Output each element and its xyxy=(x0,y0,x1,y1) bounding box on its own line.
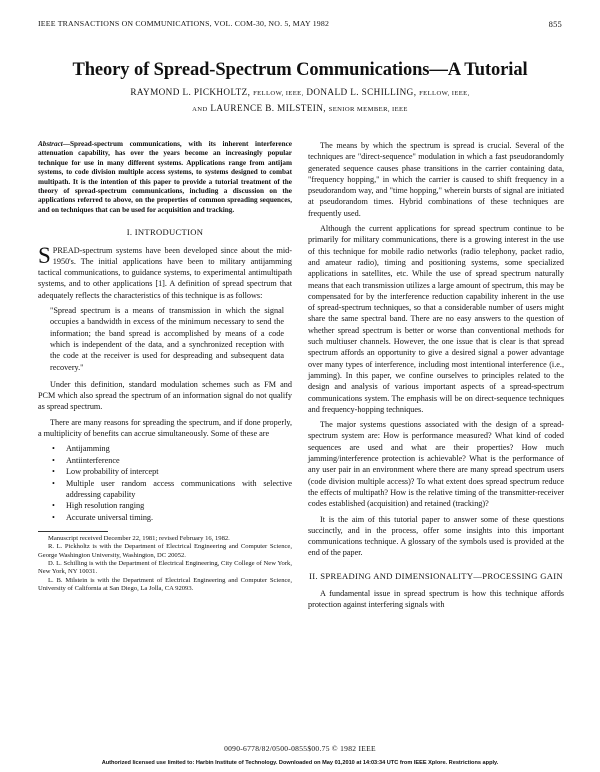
list-item: • Accurate universal timing. xyxy=(56,512,292,523)
body-paragraph: The major systems questions associated with the design of a spread-spectrum system are: How is performance measured? What kind of coded sequences are used and what are their properties? How much jamming/interference protection is achievable? What is the performance of any user pair in an environment where there are many spread spectrum users (code division multiple access)? To what extent does spread spectrum reduce the effects of multipath? How is the relative timing of the transmitter-receiver codes established (acquisition) and retained (tracking)? xyxy=(308,420,564,509)
benefits-list xyxy=(38,443,292,523)
author-name: DONALD L. SCHILLING, xyxy=(306,87,417,97)
list-item: • High resolution ranging xyxy=(56,500,292,511)
list-item: • Low probability of intercept xyxy=(56,466,292,477)
footnote: Manuscript received December 22, 1981; revised February 16, 1982. xyxy=(48,535,230,543)
list-item: • Multiple user random access communications with selective addressing capability xyxy=(56,478,292,501)
section-heading-introduction: I. INTRODUCTION xyxy=(126,227,204,238)
author-line-2 xyxy=(40,101,560,117)
author-block xyxy=(40,85,560,117)
intro-paragraph-1-text: PREAD-spectrum systems have been developed since about the mid-1950's. The initial applications have been to military antijamming tactical communications, to guidance systems, to experimental antimultipath systems, and to other applications [1]. A definition of spread spectrum that adequately reflects the characteristics of this technique is as follows: xyxy=(38,245,292,300)
running-header xyxy=(38,19,562,28)
body-paragraph: The means by which the spectrum is spread is crucial. Several of the techniques are "direct-sequence" modulation in which a fast pseudorandomly generated sequence causes phase transitions in the carrier containing data, "frequency hopping," in which the carrier is caused to shift frequency in a pseudorandom way, and "time hopping," wherein bursts of signal are initiated at pseudorandom times. Hybrid combinations of these techniques are frequently used. xyxy=(308,141,564,218)
intro-paragraph-3: There are many reasons for spreading the spectrum, and if done properly, a multiplicity of benefits can accrue simultaneously. Some of these are xyxy=(38,417,292,438)
journal-line: IEEE TRANSACTIONS ON COMMUNICATIONS, VOL. COM-30, NO. 5, MAY 1982 xyxy=(38,19,330,28)
copyright-line: 0090-6778/82/0500-0855$00.75 © 1982 IEEE xyxy=(224,744,376,753)
list-item: • Antiinterference xyxy=(56,455,292,466)
author-role: SENIOR MEMBER, IEEE xyxy=(328,106,408,113)
author-conjunction: AND xyxy=(192,106,208,113)
page-number: 855 xyxy=(548,19,562,29)
author-name: LAURENCE B. MILSTEIN, xyxy=(210,103,326,113)
abstract xyxy=(38,140,292,215)
definition-quote: "Spread spectrum is a means of transmission in which the signal occupies a bandwidth in excess of the minimum necessary to send the information; the band spread is accomplished by means of a code which is independent of the data, and a synchronized reception with the code at the receiver is used for despreading and subsequent data recovery." xyxy=(50,306,284,372)
footnote: D. L. Schilling is with the Department of Electrical Engineering, City College of New York, New York, NY 10031. xyxy=(38,560,292,576)
right-column xyxy=(308,140,564,615)
list-item: • Antijamming xyxy=(56,443,292,454)
footnote: L. B. Milstein is with the Department of Electrical Engineering and Computer Science, University of California at San Diego, La Jolla, CA 92093. xyxy=(38,576,292,592)
body-paragraph: A fundamental issue in spread spectrum is how this technique affords protection against interfering signals with xyxy=(308,588,564,610)
abstract-label: Abstract xyxy=(38,140,63,148)
body-paragraph: Although the current applications for spread spectrum continue to be primarily for military communications, there is a growing interest in the use of this technique for mobile radio networks (radio telephony, packet radio, and amateur radio), timing and positioning systems, some specialized applications in satellites, etc. While the use of spread spectrum naturally means that each transmission utilizes a large amount of spectrum, this may be compensated for by the interference reduction capability inherent in the use of spread-spectrum techniques, so that a considerable number of users might share the same spectral band. There are no easy answers to the question of whether spread spectrum is better or worse than conventional methods for such multiuser channels. However, the one issue that is clear is that spread spectrum affords an opportunity to give a desired signal a power advantage over many types of interference, including most intentional interference (i.e., jamming). In this paper, we confine ourselves to principles related to the design and analysis of various important aspects of a spread-spectrum communications system. The emphasis will be on direct-sequence techniques and frequency-hopping techniques. xyxy=(308,224,564,414)
body-paragraph: It is the aim of this tutorial paper to answer some of these questions succinctly, and in the process, offer some insights into this important communications technique. A glossary of the symbols used is provided at the end of the paper. xyxy=(308,514,564,558)
abstract-text: —Spread-spectrum communications, with its inherent interference attenuation capability, has over the years become an increasingly popular technique for use in many different systems. Applications range from antijam systems, to code division multiple access systems, to systems designed to combat multipath. It is the intention of this paper to provide a tutorial treatment of the theory of spread-spectrum communications, including a discussion on the applications referred to above, on the properties of common spreading sequences, and on techniques that can be used for acquisition and tracking. xyxy=(38,140,292,214)
drop-cap: S xyxy=(38,242,51,268)
author-name: RAYMOND L. PICKHOLTZ, xyxy=(130,87,251,97)
license-notice: Authorized licensed use limited to: Harbin Institute of Technology. Downloaded on May 01,2010 at 14:03:34 UTC from IEEE Xplore. Restrictions apply. xyxy=(101,760,499,766)
author-role: FELLOW, IEEE, xyxy=(419,90,470,97)
left-column xyxy=(38,140,292,593)
author-role: FELLOW, IEEE, xyxy=(253,90,304,97)
footnote: R. L. Pickholtz is with the Department of Electrical Engineering and Computer Science, George Washington University, Washington, DC 20052. xyxy=(38,543,292,559)
intro-paragraph-2: Under this definition, standard modulation schemes such as FM and PCM which also spread the spectrum of an information signal do not qualify as spread spectrum. xyxy=(38,379,292,412)
section-heading-spreading: II. SPREADING AND DIMENSIONALITY—PROCESSING GAIN xyxy=(309,570,563,581)
intro-paragraph-1 xyxy=(38,242,292,301)
footnote-rule xyxy=(38,531,108,532)
paper-title: Theory of Spread-Spectrum Communications—A Tutorial xyxy=(72,60,528,80)
author-line-1 xyxy=(40,85,560,101)
